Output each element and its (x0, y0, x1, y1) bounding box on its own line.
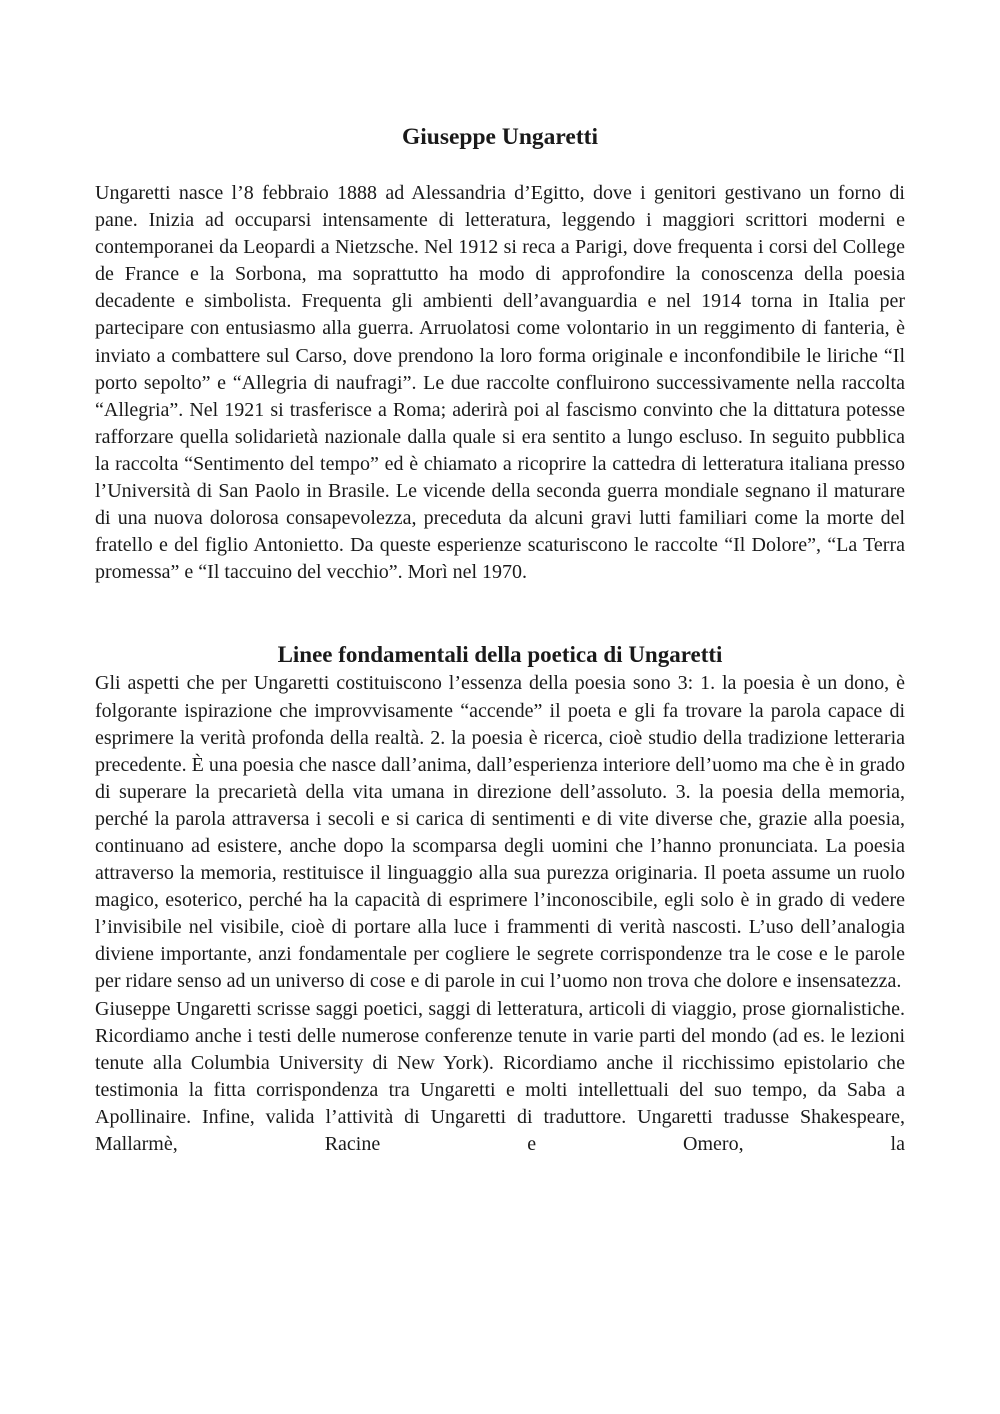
document-title: Giuseppe Ungaretti (401, 124, 599, 150)
section-title: Linee fondamentali della poetica di Ungaretti (277, 642, 723, 668)
document-body (95, 118, 905, 1158)
intro-paragraph: Ungaretti nasce l’8 febbraio 1888 ad Alessandria d’Egitto, dove i genitori gestivano un forno di pane. Inizia ad occuparsi intensamente di letteratura, leggendo i maggiori scrittori moderni e contemporanei da Leopardi a Nietzsche. Nel 1912 si reca a Parigi, dove frequenta i corsi del College de France e la Sorbona, ma soprattutto ha modo di approfondire la conoscenza della poesia decadente e simbolista. Frequenta gli ambienti dell’avanguardia e nel 1914 torna in Italia per partecipare con entusiasmo alla guerra. Arruolatosi come volontario in un reggimento di fanteria, è inviato a combattere sul Carso, dove prendono la loro forma originale e inconfondibile le liriche “Il porto sepolto” e “Allegria di naufragi”. Le due raccolte confluirono successivamente nella raccolta “Allegria”. Nel 1921 si trasferisce a Roma; aderirà poi al fascismo convinto che la dittatura potesse rafforzare quella solidarietà nazionale dalla quale si era sentito a lungo escluso. In seguito pubblica la raccolta “Sentimento del tempo” ed è chiamato a ricoprire la cattedra di letteratura italiana presso l’Università di San Paolo in Brasile. Le vicende della seconda guerra mondiale segnano il maturare di una nuova dolorosa consapevolezza, preceduta da alcuni gravi lutti familiari come la morte del fratello e del figlio Antonietto. Da queste esperienze scaturiscono le raccolte “Il Dolore”, “La Terra promessa” e “Il taccuino del vecchio”. Morì nel 1970. (95, 182, 905, 584)
poetics-paragraph: Gli aspetti che per Ungaretti costituiscono l’essenza della poesia sono 3: 1. la poesia è un dono, è folgorante ispirazione che improvvisamente “accende” il poeta e gli fa trovare la parola capace di esprimere la verità profonda della realtà. 2. la poesia è ricerca, cioè studio della tradizione letteraria precedente. È una poesia che nasce dall’anima, dall’esperienza interiore dell’uomo ma che è in grado di superare la precarietà della vita umana in direzione dell’assoluto. 3. la poesia della memoria, perché la parola attraversa i secoli e si carica di sentimenti e di vite diverse che, grazie alla poesia, continuano ad esistere, anche dopo la scomparsa degli uomini che l’hanno pronunciata. La poesia attraverso la memoria, restituisce il linguaggio alla sua purezza originaria. Il poeta assume un ruolo magico, esoterico, perché ha la capacità di esprimere l’inconoscibile, egli solo è in grado di vedere l’invisibile nel visibile, cioè di portare alla luce i frammenti di verità nascosti. L’uso dell’analogia diviene importante, anzi fondamentale per cogliere le segrete corrispondenze tra le cose e le parole per ridare senso ad un universo di cose e di parole in cui l’uomo non trova che dolore e insensatezza. (95, 672, 905, 993)
works-paragraph: Giuseppe Ungaretti scrisse saggi poetici, saggi di letteratura, articoli di viaggio, prose giornalistiche. Ricordiamo anche i testi delle numerose conferenze tenute in varie parti del mondo (ad es. le lezioni tenute alla Columbia University di New York). Ricordiamo anche il ricchissimo epistolario che testimonia la fitta corrispondenza tra Ungaretti e molti intellettuali del suo tempo, da Saba a Apollinaire. Infine, valida l’attività di Ungaretti di traduttore. Ungaretti tradusse Shakespeare, Mallarmè, Racine e Omero, la (95, 997, 905, 1155)
